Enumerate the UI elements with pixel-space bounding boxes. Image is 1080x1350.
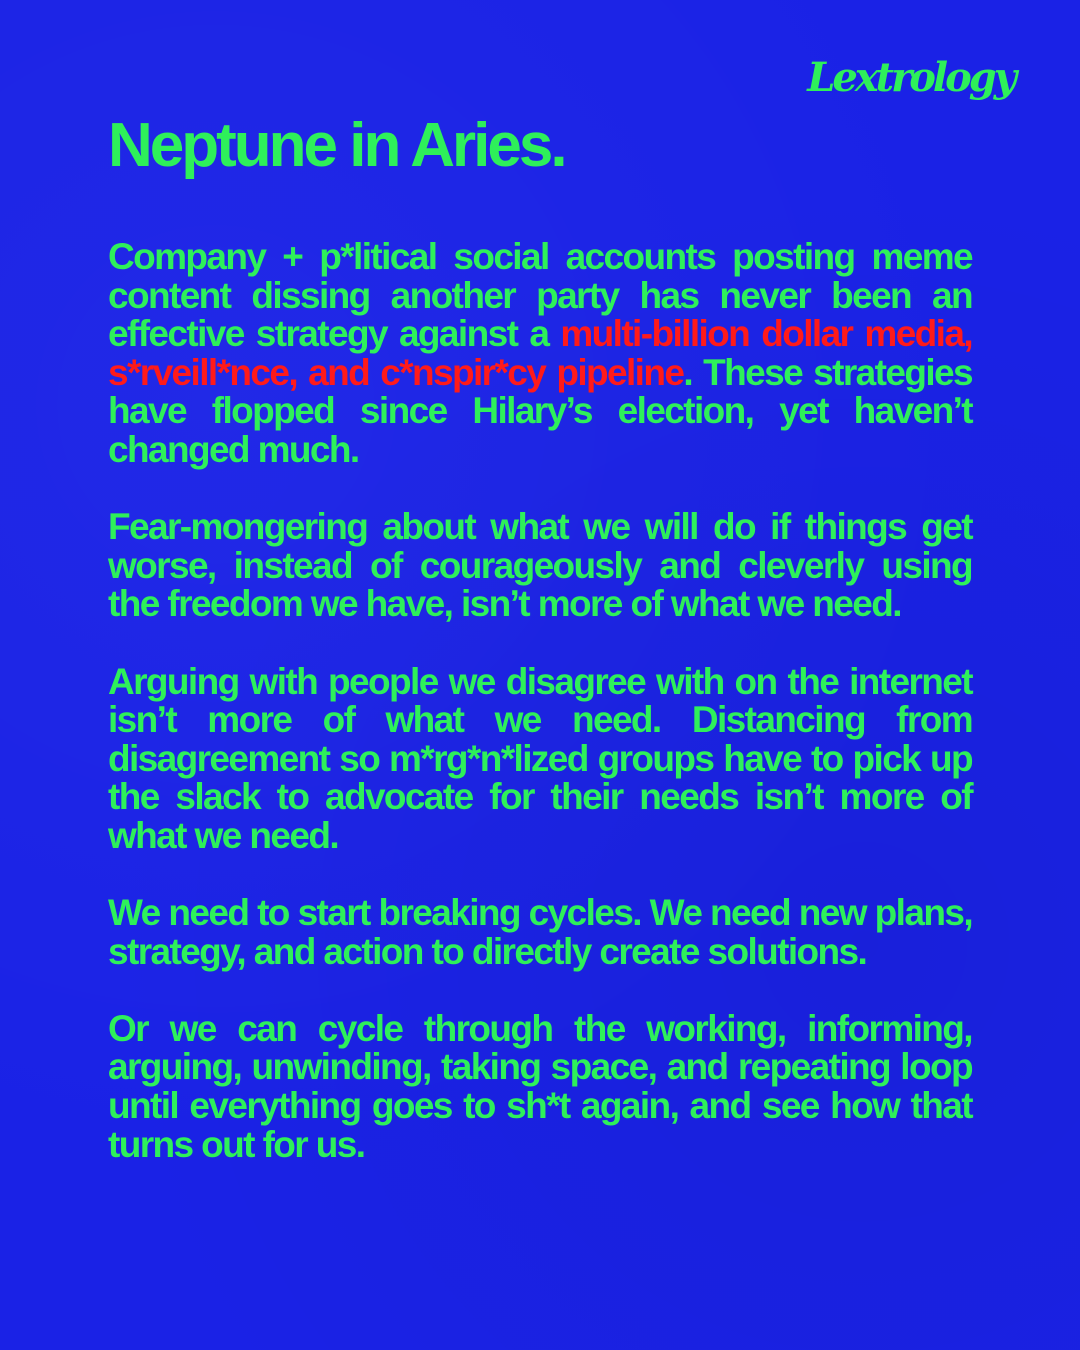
paragraph-2: Fear-mongering about what we will do if things get worse, instead of courageously and cleverly using the freedom we have, isn’t more of what we need. [108, 506, 972, 625]
paragraph-3: Arguing with people we disagree with on the internet isn’t more of what we need. Distancing from disagreement so m*rg*n*lized groups have to pick up the slack to advocate for their needs isn’t more of what we need. [108, 660, 972, 856]
paragraph-1-text-end: . These strategies have flopped since Hilary’s election, yet haven’t changed much. [108, 351, 972, 470]
paragraph-1-highlight: multi-billion dollar media, s*rveill*nce, and c*nspir*cy pipeline [108, 313, 973, 393]
paragraph-5: Or we can cycle through the working, informing, arguing, unwinding, taking space, and repeating loop until everything goes to sh*t again, and see how that turns out for us. [108, 1007, 972, 1165]
paragraph-1 [108, 238, 972, 470]
paragraph-1-text-start: Company + p*litical social accounts posting meme content dissing another party has never been an effective strategy against a [108, 236, 972, 355]
page-title: Neptune in Aries. [108, 111, 565, 180]
paragraph-4: We need to start breaking cycles. We need new plans, strategy, and action to directly create solutions. [108, 892, 972, 972]
brand-logo: Lextrology [807, 54, 1014, 101]
body-text [108, 238, 972, 1203]
